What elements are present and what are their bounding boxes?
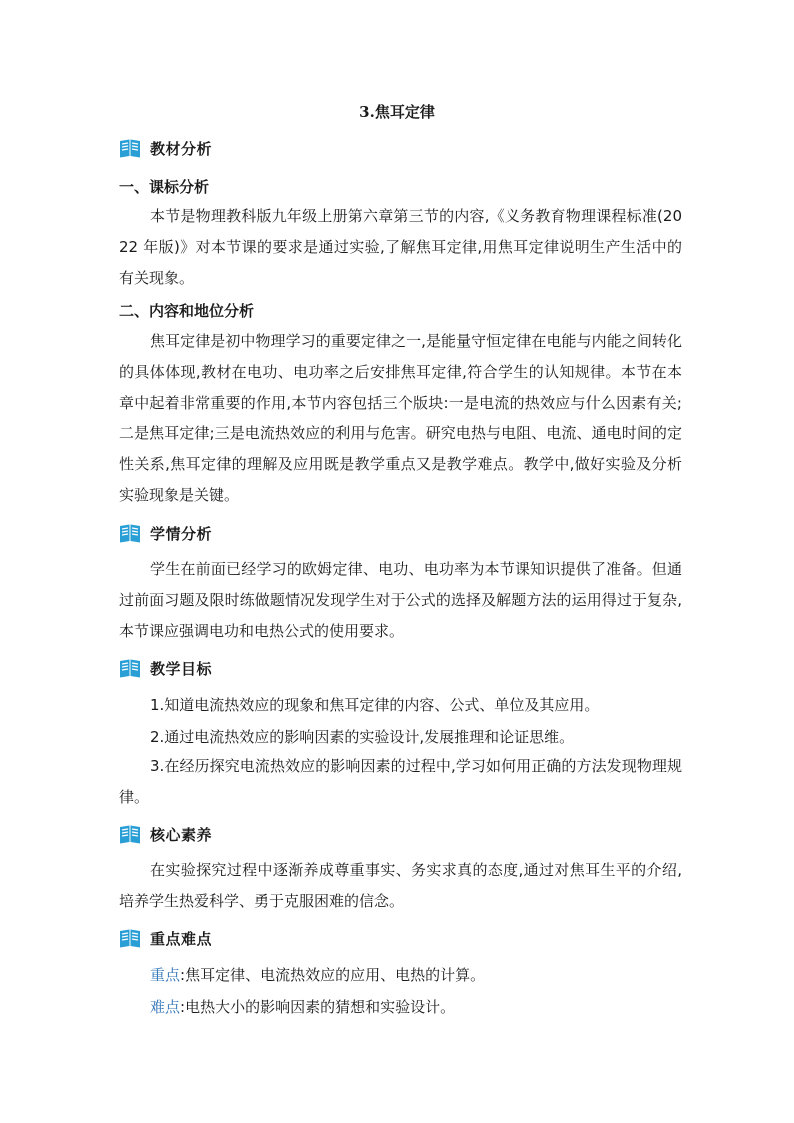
difficult-point-line [150, 996, 455, 1017]
section-title: 核心素养 [150, 825, 213, 844]
open-book-icon [119, 137, 141, 159]
open-book-icon [119, 927, 141, 949]
section-header-key-points [119, 926, 212, 950]
open-book-icon [119, 522, 141, 544]
key-point-text: :焦耳定律、电流热效应的应用、电热的计算。 [180, 966, 486, 984]
open-book-icon [119, 823, 141, 845]
section-header-literacy [119, 822, 212, 846]
open-book-icon [119, 657, 141, 679]
section-title: 教学目标 [150, 659, 213, 678]
section-title: 重点难点 [150, 929, 213, 948]
section-title: 学情分析 [150, 524, 213, 543]
difficult-point-label: 难点 [150, 998, 181, 1016]
paragraph-content-position: 焦耳定律是初中物理学习的重要定律之一,是能量守恒定律在电能与内能之间转化的具体体现,教材在电功、电功率之后安排焦耳定律,符合学生的认知规律。本节在本章中起着非常重要的作用,本节内容包括三个版块:一是电流的热效应与什么因素有关;二是焦耳定律;三是电流热效应的利用与危害。研究电热与电阻、电流、通电时间的定性关系,焦耳定律的理解及应用既是教学重点又是教学难点。教学中,做好实验及分析实验现象是关键。 [119, 332, 682, 504]
paragraph-literacy: 在实验探究过程中逐渐养成尊重事实、务实求真的态度,通过对焦耳生平的介绍,培养学生热爱科学、勇于克服困难的信念。 [119, 861, 682, 910]
section-title: 教材分析 [150, 139, 213, 158]
paragraph-curriculum: 本节是物理教科版九年级上册第六章第三节的内容,《义务教育物理课程标准(2022 年版)》对本节课的要求是通过实验,了解焦耳定律,用焦耳定律说明生产生活中的有关现象。 [119, 207, 682, 287]
section-header-goals [119, 656, 212, 680]
subheading-content-position: 二、内容和地位分析 [119, 302, 255, 320]
subheading-curriculum: 一、课标分析 [119, 178, 210, 196]
goal-item-3: 3.在经历探究电流热效应的影响因素的过程中,学习如何用正确的方法发现物理规律。 [119, 757, 682, 806]
section-header-student [119, 521, 212, 545]
section-header-teaching-material [119, 136, 212, 160]
key-point-label: 重点 [150, 966, 181, 984]
goal-item-2: 2.通过电流热效应的影响因素的实验设计,发展推理和论证思维。 [150, 728, 575, 746]
goal-item-1: 1.知道电流热效应的现象和焦耳定律的内容、公式、单位及其应用。 [150, 696, 600, 714]
key-point-line [150, 964, 485, 985]
paragraph-student: 学生在前面已经学习的欧姆定律、电功、电功率为本节课知识提供了准备。但通过前面习题及限时练做题情况发现学生对于公式的选择及解题方法的运用得过于复杂,本节课应强调电功和电热公式的使用要求。 [119, 560, 682, 640]
document-title: 3.焦耳定律 [359, 103, 435, 121]
difficult-point-text: :电热大小的影响因素的猜想和实验设计。 [180, 998, 456, 1016]
